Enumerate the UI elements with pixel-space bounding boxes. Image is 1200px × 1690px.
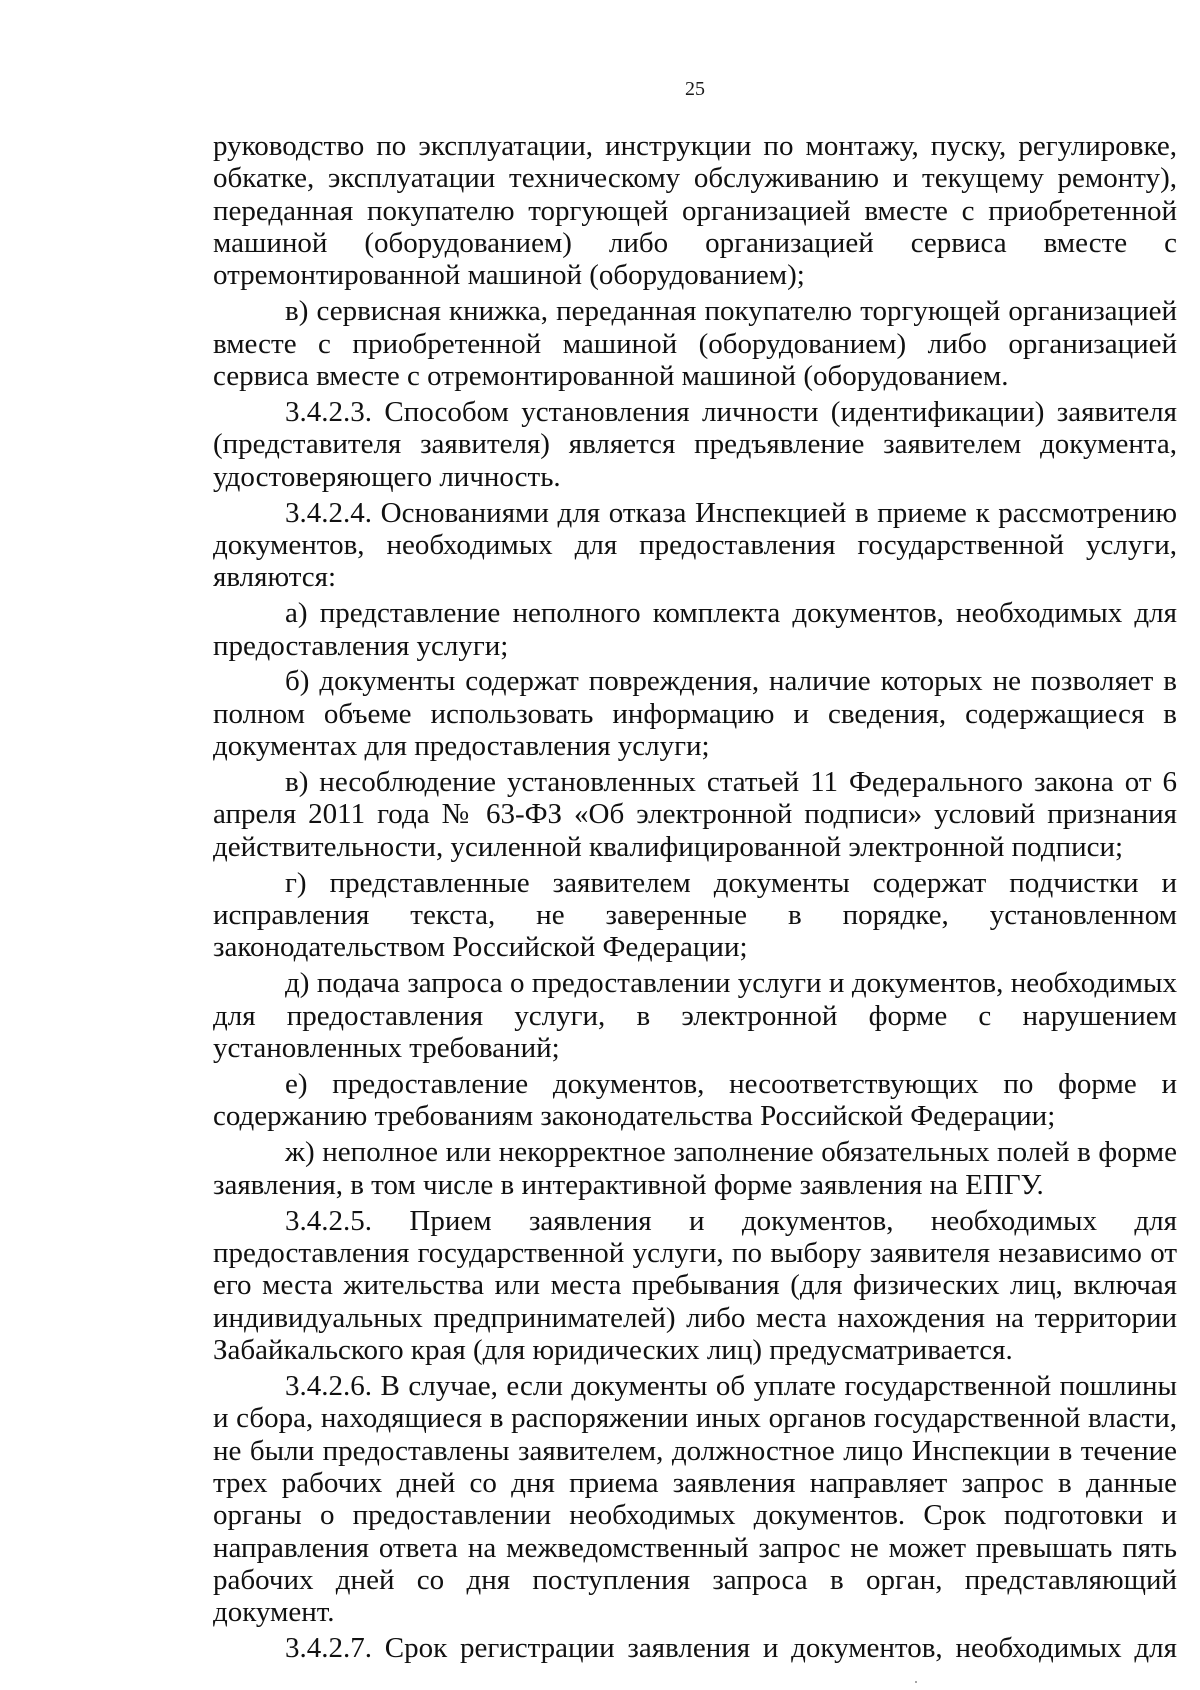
list-item-d: д) подача запроса о предоставлении услуги и документов, необходимых для предоставления услуги, в электронной форме с нарушением установленных требований; [213,967,1177,1065]
paragraph-3-4-2-5: 3.4.2.5. Прием заявления и документов, необходимых для предоставления государственной услуги, по выбору заявителя независимо от его места жительства или места пребывания (для физических лиц, включая индивидуальных предпринимателей) либо места нахождения на территории Забайкальского края (для юридических лиц) предусматривается. [213,1204,1177,1366]
list-item-v: в) несоблюдение установленных статьей 11 Федерального закона от 6 апреля 2011 года № 63-ФЗ «Об электронной подписи» условий признания действительности, усиленной квалифицированной электронной подписи; [213,766,1177,863]
document-body [213,130,1177,1668]
scan-speck [915,1681,917,1683]
list-item-b: б) документы содержат повреждения, наличие которых не позволяет в полном объеме использовать информацию и сведения, содержащиеся в документах для предоставления услуги; [213,665,1177,763]
paragraph-3-4-2-3: 3.4.2.3. Способом установления личности (идентификации) заявителя (представителя заявителя) является предъявление заявителем документа, удостоверяющего личность. [213,395,1177,493]
paragraph-3-4-2-4: 3.4.2.4. Основаниями для отказа Инспекцией в приеме к рассмотрению документов, необходимых для предоставления государственной услуги, являются: [213,496,1177,594]
paragraph-service-book: в) сервисная книжка, переданная покупателю торгующей организацией вместе с приобретенной машиной (оборудованием) либо организацией сервиса вместе с отремонтированной машиной (оборудованием. [213,295,1177,392]
paragraph-3-4-2-7: 3.4.2.7. Срок регистрации заявления и документов, необходимых для [285,1632,1177,1665]
list-item-g: г) представленные заявителем документы содержат подчистки и исправления текста, не заверенные в порядке, установленном законодательством Российской Федерации; [213,866,1177,964]
page-number: 25 [685,78,705,100]
list-item-e: е) предоставление документов, несоответствующих по форме и содержанию требованиям законодательства Российской Федерации; [213,1067,1177,1133]
list-item-zh: ж) неполное или некорректное заполнение обязательных полей в форме заявления, в том числе в интерактивной форме заявления на ЕПГУ. [213,1136,1177,1201]
paragraph-operating-manual-continuation: руководство по эксплуатации, инструкции по монтажу, пуску, регулировке, обкатке, эксплуатации техническому обслуживанию и текущему ремонту), переданная покупателю торгующей организацией вместе с приобретенной машиной (оборудованием) либо организацией сервиса вместе с отремонтированной машиной (оборудованием); [213,130,1177,292]
paragraph-3-4-2-6: 3.4.2.6. В случае, если документы об уплате государственной пошлины и сбора, находящиеся в распоряжении иных органов государственной власти, не были предоставлены заявителем, должностное лицо Инспекции в течение трех рабочих дней со дня приема заявления направляет запрос в данные органы о предоставлении необходимых документов. Срок подготовки и направления ответа на межведомственный запрос не может превышать пять рабочих дней со дня поступления запроса в орган, представляющий документ. [213,1369,1177,1629]
list-item-a: а) представление неполного комплекта документов, необходимых для предоставления услуги; [213,597,1177,662]
